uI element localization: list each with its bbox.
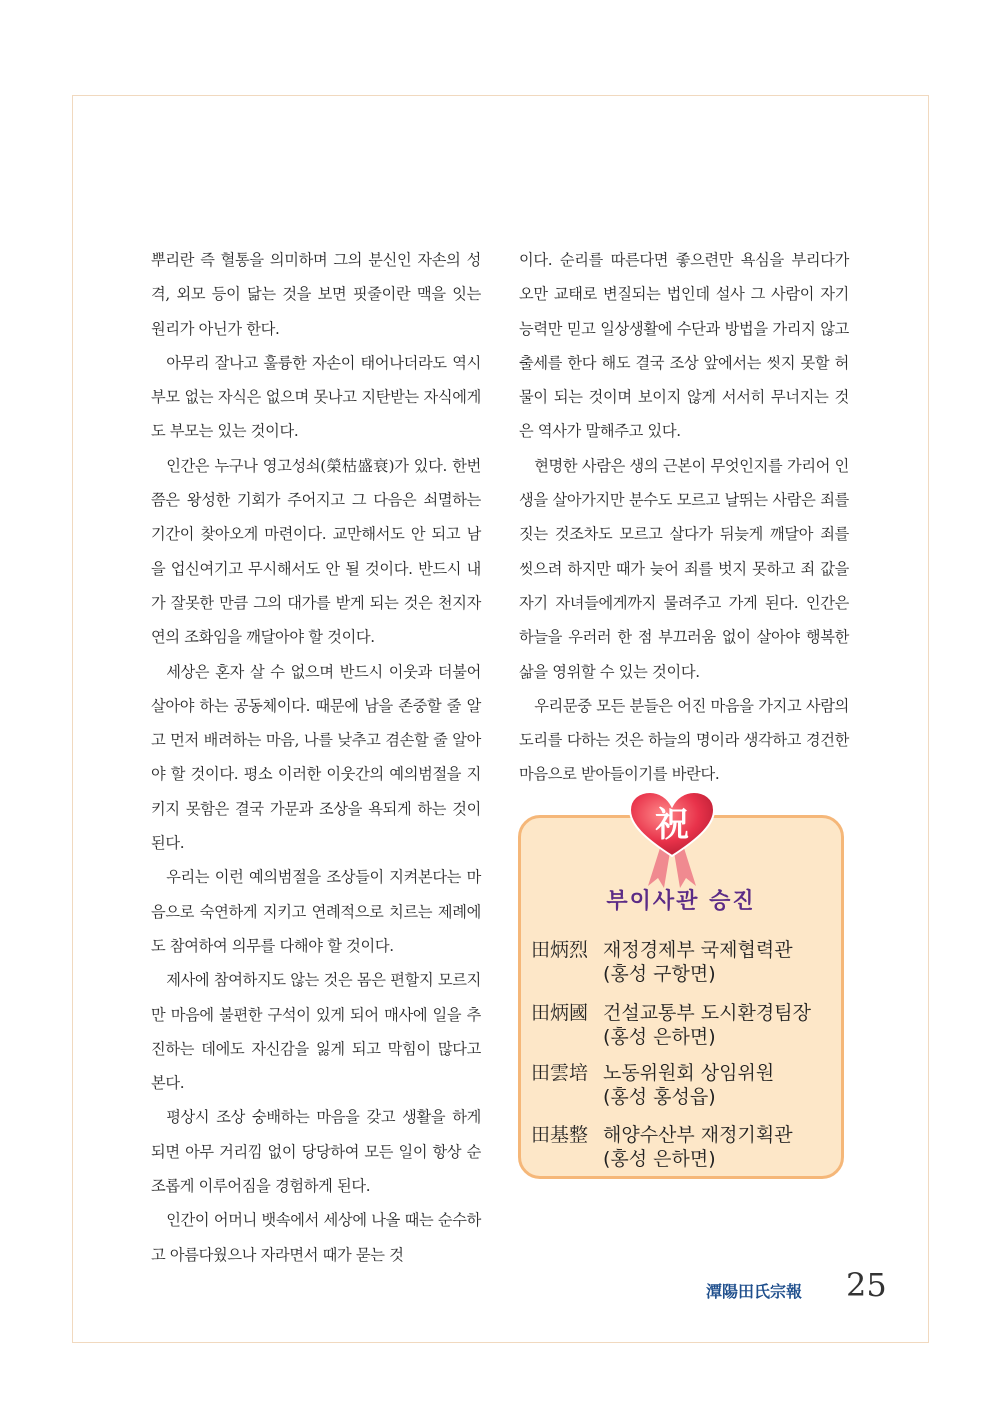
paragraph: 제사에 참여하지도 않는 것은 몸은 편할지 모르지만 마음에 불편한 구석이 있게 되어 매사에 일을 추진하는 데에도 자신감을 잃게 되고 막힘이 많다고 본다. — [151, 971, 481, 1093]
heart-badge-icon — [624, 790, 720, 890]
promotion-entry — [531, 1123, 793, 1171]
badge-character: 祝 — [655, 805, 689, 845]
entry-place: (홍성 구항면) — [603, 963, 716, 985]
entry-post: 건설교통부 도시환경팀장 — [603, 1002, 811, 1024]
entry-place: (홍성 은하면) — [603, 1026, 716, 1048]
right-column — [519, 243, 849, 792]
publication-title: 潭陽田氏宗報 — [706, 1282, 803, 1301]
entry-post: 해양수산부 재정기획관 — [603, 1124, 793, 1146]
entry-name: 田基整 — [531, 1124, 589, 1146]
left-column — [151, 243, 481, 1272]
promotion-entry — [531, 1061, 774, 1109]
entry-post: 노동위원회 상임위원 — [603, 1062, 775, 1084]
entry-name: 田雲培 — [531, 1062, 589, 1084]
paragraph: 우리문중 모든 분들은 어진 마음을 가지고 사람의 도리를 다하는 것은 하늘의 명이라 생각하고 경건한 마음으로 받아들이기를 바란다. — [519, 696, 849, 784]
ribbon-left — [648, 848, 670, 888]
entry-name: 田炳國 — [531, 1002, 589, 1024]
paragraph: 인간은 누구나 영고성쇠(榮枯盛衰)가 있다. 한번쯤은 왕성한 기회가 주어지고 그 다음은 쇠멸하는 기간이 찾아오게 마련이다. 교만해서도 안 되고 남을 업신여기고 무시해서도 안 될 것이다. 반드시 내가 잘못한 만큼 그의 대가를 받게 되는 것은 천지자연의 조화임을 깨달아야 할 것이다. — [151, 456, 481, 647]
page-number: 25 — [846, 1266, 887, 1304]
entry-place: (홍성 은하면) — [603, 1148, 716, 1170]
paragraph: 우리는 이런 예의범절을 조상들이 지켜본다는 마음으로 숙연하게 지키고 연례적으로 치르는 제례에도 참여하여 의무를 다해야 할 것이다. — [151, 868, 481, 955]
paragraph: 현명한 사람은 생의 근본이 무엇인지를 가리어 인생을 살아가지만 분수도 모르고 날뛰는 사람은 죄를 짓는 것조차도 모르고 살다가 뒤늦게 깨달아 죄를 씻으려 하지만 때가 늦어 죄를 벗지 못하고 죄 값을 자기 자녀들에게까지 물려주고 가게 된다. 인간은 하늘을 우러러 한 점 부끄러움 없이 살아야 행복한 삶을 영위할 수 있는 것이다. — [519, 456, 849, 681]
paragraph: 이다. 순리를 따른다면 좋으련만 욕심을 부리다가 오만 교태로 변질되는 법인데 설사 그 사람이 자기 능력만 믿고 일상생활에 수단과 방법을 가리지 않고 출세를 한다 해도 결국 조상 앞에서는 씻지 못할 허물이 되는 것이며 보이지 않게 서서히 무너지는 것은 역사가 말해주고 있다. — [519, 251, 849, 441]
promotion-entry — [531, 1001, 811, 1049]
paragraph: 인간이 어머니 뱃속에서 세상에 나올 때는 순수하고 아름다웠으나 자라면서 때가 묻는 것 — [151, 1211, 481, 1264]
entry-post: 재정경제부 국제협력관 — [603, 939, 793, 961]
entry-name: 田炳烈 — [531, 939, 589, 961]
promotion-entry — [531, 938, 793, 986]
paragraph: 아무리 잘나고 훌륭한 자손이 태어나더라도 역시 부모 없는 자식은 없으며 못나고 지탄받는 자식에게도 부모는 있는 것이다. — [151, 353, 481, 441]
entry-place: (홍성 홍성읍) — [603, 1086, 716, 1108]
ribbon-right — [674, 848, 696, 888]
paragraph: 뿌리란 즉 혈통을 의미하며 그의 분신인 자손의 성격, 외모 등이 닮는 것을 보면 핏줄이란 맥을 잇는 원리가 아닌가 한다. — [151, 251, 481, 338]
paragraph: 평상시 조상 숭배하는 마음을 갖고 생활을 하게 되면 아무 거리낌 없이 당당하여 모든 일이 항상 순조롭게 이루어짐을 경험하게 된다. — [151, 1108, 481, 1196]
paragraph: 세상은 혼자 살 수 없으며 반드시 이웃과 더불어 살아야 하는 공동체이다. 때문에 남을 존중할 줄 알고 먼저 배려하는 마음, 나를 낮추고 겸손할 줄 알아야 할 것이다. 평소 이러한 이웃간의 예의범절을 지키지 못함은 결국 가문과 조상을 욕되게 하는 것이 된다. — [151, 662, 481, 853]
congrats-title: 부이사관 승진 — [606, 889, 756, 914]
